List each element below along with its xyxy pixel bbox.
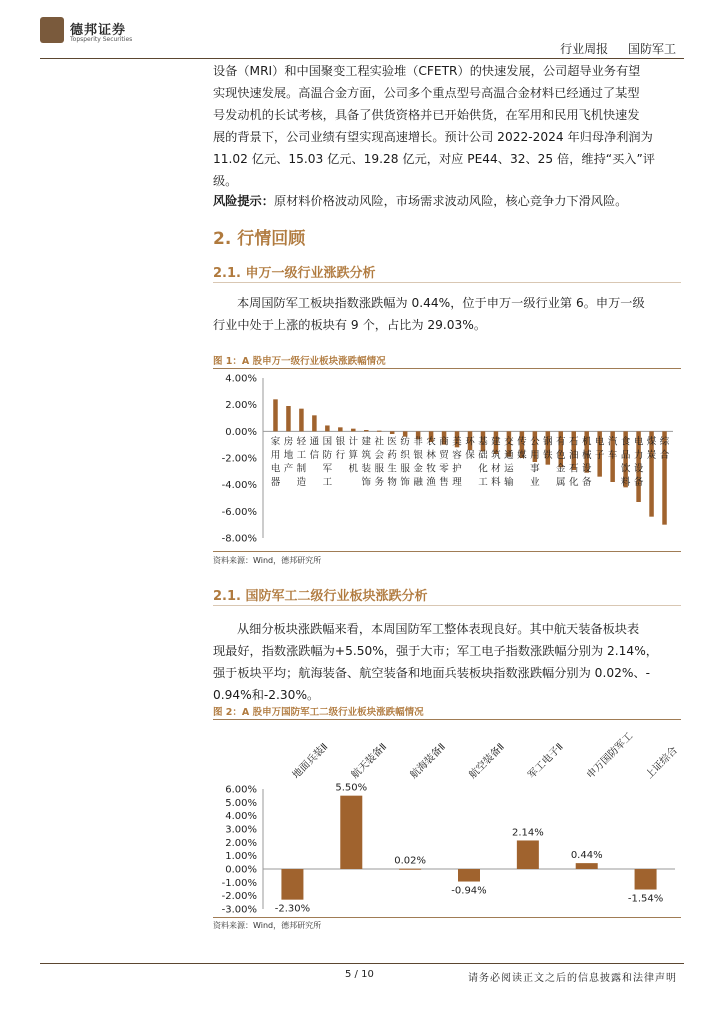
y-tick-label: 6.00% [225, 784, 257, 796]
report-type: 行业周报 [560, 42, 609, 56]
para-line: 号发动机的长试考核，具备了供货资格并已开始供货，在军用和民用飞机快速发 [213, 108, 640, 122]
y-tick-label: -4.00% [221, 480, 257, 492]
bar [399, 869, 421, 870]
bar [458, 869, 480, 882]
bar [351, 429, 356, 432]
bar [390, 431, 395, 434]
subsection-title-2: 2.1. 国防军工二级行业板块涨跌分析 [213, 589, 428, 604]
data-label: 0.44% [570, 850, 603, 862]
category-label: 交通运输 [504, 436, 514, 488]
category-label: 纺织服饰 [400, 436, 410, 488]
page-number: 5 / 10 [345, 969, 374, 980]
category-label: 计算机 [348, 436, 359, 475]
para-line: 强于板块平均；航海装备、航空装备和地面兵装板块指数涨跌幅分别为 0.02%、- [213, 666, 650, 680]
y-tick-label: 0.00% [225, 426, 257, 438]
category-label: 航海装备Ⅱ [408, 741, 449, 782]
y-tick-label: 2.00% [225, 837, 257, 849]
risk-text: 原材料价格波动风险，市场需求波动风险，核心竞争力下滑风险。 [273, 194, 628, 208]
bar [338, 427, 343, 431]
para-line: 现最好，指数涨跌幅为+5.50%，强于大市；军工电子指数涨跌幅分别为 2.14%， [213, 644, 658, 658]
category-label: 航天装备Ⅱ [349, 741, 390, 782]
chart-1 [213, 370, 683, 550]
category-label: 航空装备Ⅱ [467, 741, 507, 782]
footer-divider [40, 963, 684, 964]
para-line: 0.94%和-2.30%。 [213, 688, 320, 702]
logo-name: 德邦证券 [70, 23, 127, 38]
category-label: 美容护理 [452, 436, 462, 488]
risk-label: 风险提示： [213, 194, 274, 208]
category-label: 传媒 [517, 436, 527, 461]
category-label: 建筑装饰 [361, 436, 372, 488]
bar [340, 796, 362, 869]
y-tick-label: 3.00% [225, 824, 257, 836]
y-tick-label: -3.00% [221, 904, 257, 916]
y-tick-label: -8.00% [221, 533, 257, 545]
category-label: 基础化工 [478, 436, 488, 488]
figure-2-title: 图 2：A 股申万国防军工二级行业板块涨跌幅情况 [213, 707, 424, 718]
category-label: 建筑材料 [491, 436, 501, 488]
figure-1-bottom-rule [213, 551, 681, 552]
para-line: 实现快速发展。高温合金方面，公司多个重点型号高温合金材料已经通过了某型 [213, 86, 640, 100]
sector-name: 国防军工 [627, 42, 676, 56]
category-label: 电子 [594, 436, 605, 461]
para-line: 本周国防军工板块指数涨跌幅为 0.44%，位于申万一级行业第 6。申万一级 [237, 296, 645, 310]
figure-2-bottom-rule [213, 917, 681, 918]
bar [517, 840, 539, 869]
category-label: 国防军工 [322, 436, 333, 488]
data-label: -0.94% [451, 885, 487, 897]
y-tick-label: -1.00% [221, 877, 257, 889]
section-title: 2. 行情回顾 [213, 229, 306, 249]
y-tick-label: 4.00% [225, 373, 257, 385]
paragraph-sub1 [213, 292, 681, 336]
bar [364, 430, 369, 431]
category-label: 有色金属 [556, 436, 566, 488]
data-label: 5.50% [335, 782, 368, 794]
paragraph-sub2 [213, 618, 681, 706]
figure-1-title: 图 1：A 股申万一级行业板块涨跌幅情况 [213, 356, 386, 367]
category-label: 农林牧渔 [426, 436, 436, 488]
logo-en: Topsperity Securities [70, 36, 133, 43]
subsection-title-1: 2.1. 申万一级行业涨跌分析 [213, 266, 376, 281]
bar [325, 425, 330, 431]
y-tick-label: 4.00% [225, 811, 257, 823]
paragraph-company [213, 60, 681, 192]
y-tick-label: 5.00% [225, 797, 257, 809]
category-label: 商贸零售 [439, 436, 449, 488]
category-label: 房地产 [283, 436, 294, 475]
logo-icon [40, 17, 64, 43]
y-tick-label: 1.00% [225, 851, 257, 863]
category-label: 环保 [465, 436, 475, 461]
data-label: 0.02% [394, 855, 427, 867]
category-label: 社会服务 [374, 436, 384, 488]
para-line: 设备（MRI）和中国聚变工程实验堆（CFETR）的快速发展，公司超导业务有望 [213, 64, 641, 78]
category-label: 食品饮料 [620, 436, 631, 488]
category-label: 石油石化 [568, 436, 579, 488]
category-label: 综合 [659, 436, 670, 461]
header-divider [40, 58, 684, 59]
bar [377, 431, 382, 432]
bar [286, 406, 291, 431]
category-label: 机械设备 [581, 436, 592, 488]
bar [312, 415, 317, 431]
para-line: 从细分板块涨跌幅来看，本周国防军工整体表现良好。其中航天装备板块表 [237, 622, 640, 636]
bar [299, 409, 304, 432]
figure-2-source: 资料来源：Wind，德邦研究所 [213, 921, 322, 930]
header-right [544, 40, 676, 57]
category-label: 煤炭 [646, 436, 657, 461]
category-label: 医药生物 [387, 436, 397, 488]
category-label: 家用电器 [270, 436, 281, 488]
y-tick-label: -2.00% [221, 453, 257, 465]
risk-paragraph [213, 190, 681, 212]
subsection-divider [213, 605, 681, 606]
para-line: 行业中处于上涨的板块有 9 个，占比为 29.03%。 [213, 318, 487, 332]
data-label: -2.30% [274, 903, 311, 915]
bar [273, 399, 278, 431]
category-label: 公用事业 [530, 436, 540, 488]
category-label: 钢铁 [543, 436, 553, 461]
category-label: 通信 [309, 436, 320, 461]
category-label: 军工电子Ⅱ [526, 741, 566, 782]
category-label: 电力设备 [633, 436, 644, 488]
category-label: 轻工制造 [296, 436, 307, 488]
y-tick-label: 0.00% [225, 864, 257, 876]
figure-2-rule [213, 719, 681, 720]
chart-2 [213, 721, 683, 916]
y-tick-label: -2.00% [221, 891, 257, 903]
data-label: -1.54% [627, 893, 664, 905]
category-label: 申万国防军工 [585, 730, 636, 782]
bar [635, 869, 657, 890]
bar [281, 869, 303, 900]
category-label: 非银金融 [413, 436, 423, 488]
para-line: 11.02 亿元、15.03 亿元、19.28 亿元，对应 PE44、32、25 倍，维持“买入”评 [213, 152, 655, 166]
subsection-divider [213, 282, 681, 283]
figure-1-rule [213, 368, 681, 369]
category-label: 汽车 [607, 436, 618, 461]
y-tick-label: 2.00% [225, 400, 257, 412]
category-label: 地面兵装Ⅱ [290, 741, 331, 782]
para-line: 展的背景下，公司业绩有望实现高速增长。预计公司 2022-2024 年归母净利润为 [213, 130, 653, 144]
bar [576, 863, 598, 869]
footer-disclaimer: 请务必阅读正文之后的信息披露和法律声明 [468, 973, 677, 984]
category-label: 银行 [335, 436, 346, 461]
data-label: 2.14% [511, 827, 544, 839]
category-label: 上证综合 [643, 745, 680, 782]
para-line: 级。 [213, 174, 238, 188]
figure-1-source: 资料来源：Wind，德邦研究所 [213, 556, 322, 565]
y-tick-label: -6.00% [221, 506, 257, 518]
